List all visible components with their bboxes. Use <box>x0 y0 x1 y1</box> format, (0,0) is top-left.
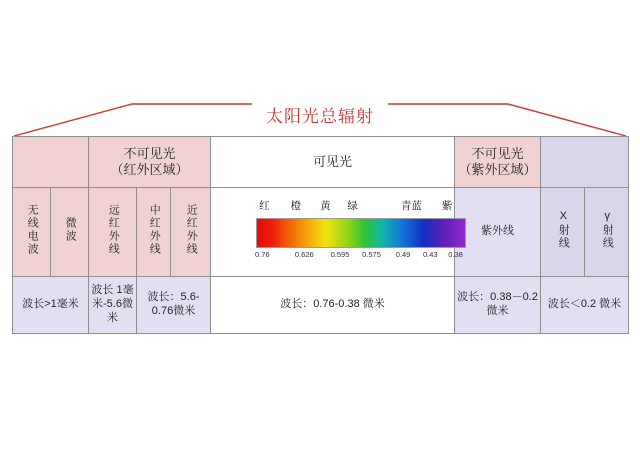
cell-blank-right <box>541 137 629 188</box>
spectrum-gradient-bar <box>256 218 466 248</box>
spectrum-color-label: 红 <box>259 200 270 212</box>
spectrum-tick-label: 0.595 <box>330 250 350 259</box>
visible-spectrum-panel <box>211 188 463 277</box>
band-near-infrared: 近红外线 <box>171 188 211 277</box>
spectrum-tick-label: 0.76 <box>255 250 270 259</box>
invisible-uv-line2: （紫外区域） <box>458 162 537 177</box>
spectrum-color-label: 青蓝 <box>400 200 422 212</box>
spectrum-tick-label: 0.38 <box>448 250 463 259</box>
wavelength-radio: 波长>1毫米 <box>13 277 89 334</box>
band-xray: X射线 <box>541 188 585 277</box>
table-row-bands <box>13 188 629 277</box>
wavelength-mid-near-infrared: 波长：5.6-0.76微米 <box>137 277 211 334</box>
spectrum-wavelength-ticks <box>256 250 466 264</box>
spectrum-tick-label: 0.626 <box>294 250 314 259</box>
band-mid-infrared: 中红外线 <box>137 188 171 277</box>
cell-invisible-uv <box>455 137 541 188</box>
band-ultraviolet: 紫外线 <box>455 188 541 277</box>
wavelength-ultraviolet: 波长：0.38－0.2 微米 <box>455 277 541 334</box>
band-far-infrared: 远红外线 <box>89 188 137 277</box>
band-gamma-ray: γ射线 <box>585 188 629 277</box>
table-row-category <box>13 137 629 188</box>
spectrum-table <box>12 136 629 334</box>
invisible-ir-line1: 不可见光 <box>123 145 176 161</box>
spectrum-tick-label: 0.49 <box>395 250 411 259</box>
spectrum-color-label: 橙 <box>290 200 302 212</box>
cell-blank-left <box>13 137 89 188</box>
spectrum-color-label: 紫 <box>441 200 453 212</box>
cell-invisible-ir <box>89 137 211 188</box>
page-title: 太阳光总辐射 <box>266 107 374 126</box>
invisible-uv-line1: 不可见光 <box>471 145 524 161</box>
wavelength-far-infrared: 波长 1毫米-5.6微米 <box>89 277 137 334</box>
spectrum-color-labels <box>256 200 466 216</box>
spectrum-color-label: 黄 <box>320 200 331 212</box>
table-row-wavelengths <box>13 277 629 334</box>
band-radio: 无线电波 <box>13 188 51 277</box>
spectrum-tick-label: 0.575 <box>362 250 381 259</box>
spectrum-color-label: 绿 <box>347 200 358 212</box>
spectrum-wrap <box>212 190 463 274</box>
invisible-ir-line2: （红外区域） <box>110 162 189 177</box>
spectrum-tick-label: 0.43 <box>423 250 438 259</box>
wavelength-visible: 波长：0.76-0.38 微米 <box>211 277 455 334</box>
wavelength-xray-gamma: 波长＜0.2 微米 <box>541 277 629 334</box>
cell-visible-light: 可见光 <box>211 137 455 188</box>
band-microwave: 微波 <box>51 188 89 277</box>
